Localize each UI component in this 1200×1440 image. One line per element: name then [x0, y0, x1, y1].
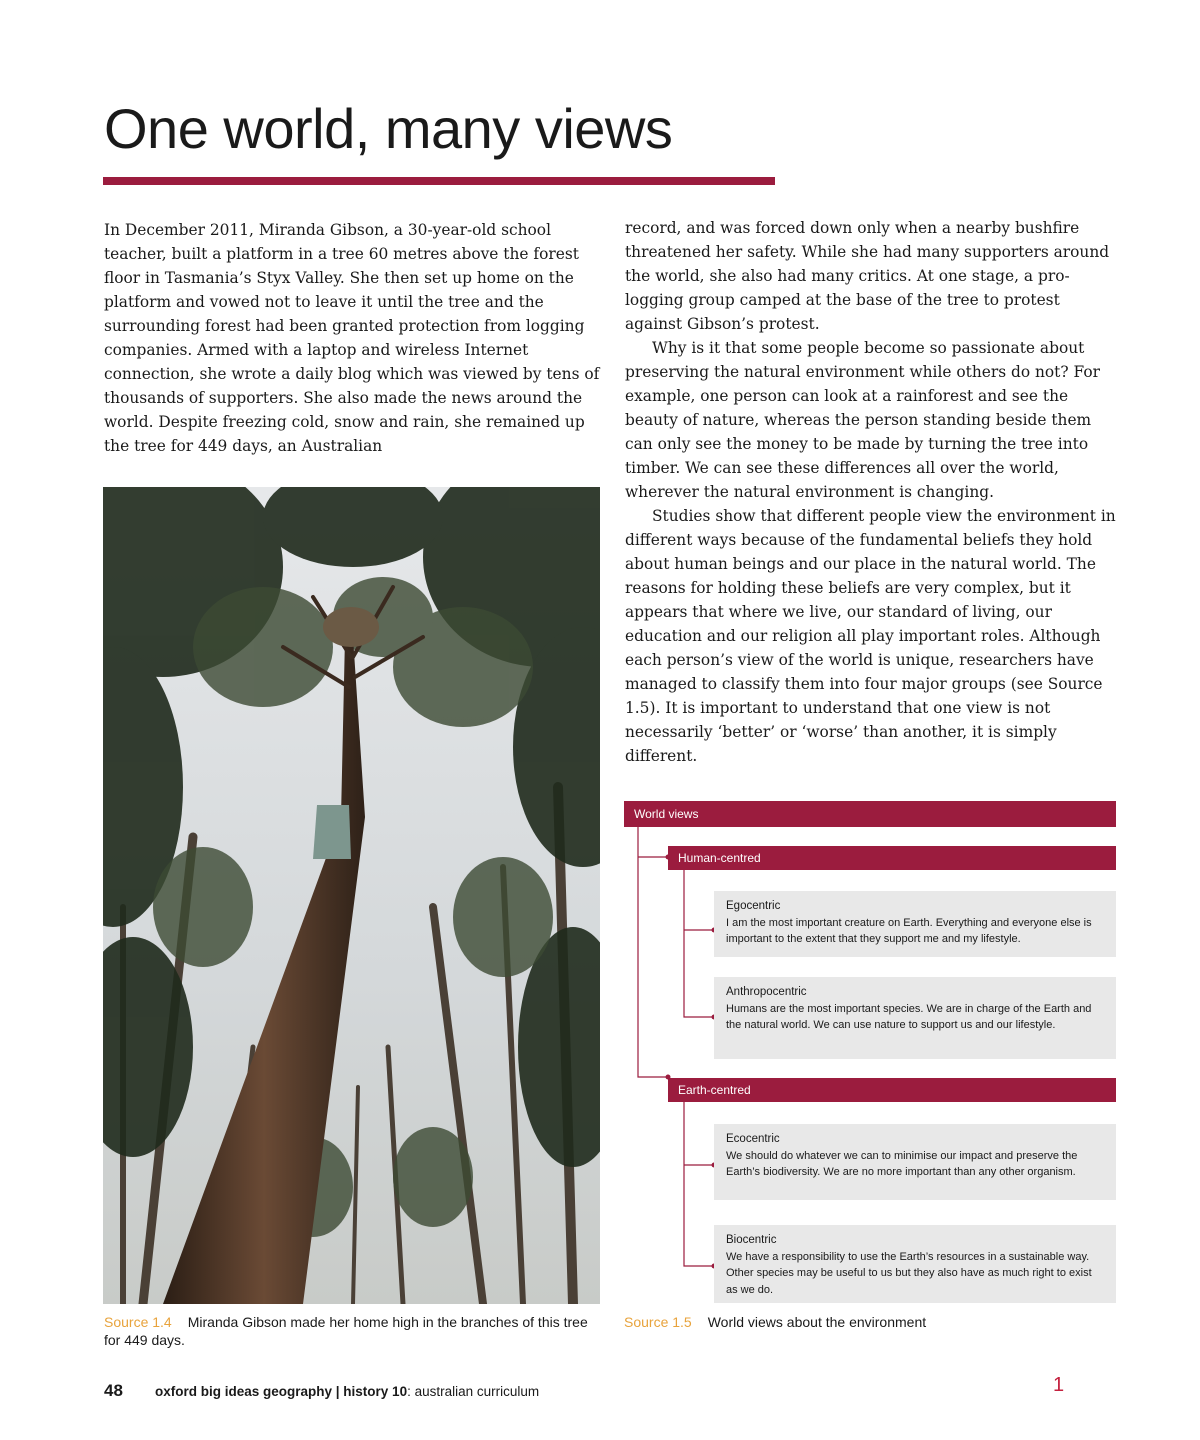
title-rule	[103, 177, 775, 185]
body-paragraph: In December 2011, Miranda Gibson, a 30-year-old school teacher, built a platform in a tree 60 metres above the forest floor in Tasmania’s Styx Valley. She then set up home on the platform and vowed not to leave it until the tree and the surrounding forest had been granted protection from logging companies. Armed with a laptop and wireless Internet connection, she wrote a daily blog which was viewed by tens of thousands of supporters. She also made the news around the world. Despite freezing cold, snow and rain, she remained up the tree for 449 days, an Australian	[104, 221, 600, 455]
photo-caption	[104, 1313, 594, 1349]
page-number: 48	[104, 1381, 123, 1400]
anthropocentric-box	[714, 977, 1116, 1059]
diagram-caption	[624, 1313, 1114, 1331]
egocentric-title: Egocentric	[726, 900, 781, 912]
body-paragraph: Why is it that some people become so passionate about preserving the natural environment while others do not? For example, one person can look at a rainforest and see the beauty of nature, whereas the person standing beside them can only see the money to be made by turning the tree into timber. We can see these differences all over the world, wherever the natural environment is changing.	[625, 339, 1100, 501]
egocentric-box	[714, 891, 1116, 957]
caption-text: Miranda Gibson made her home high in the branches of this tree for 449 days.	[104, 1314, 588, 1348]
tree-photo-illustration	[103, 487, 600, 1304]
tree-photo	[103, 487, 600, 1304]
biocentric-text: We have a responsibility to use the Earth’s resources in a sustainable way. Other species may be useful to us but they also have as much right to exist as we do.	[726, 1250, 1092, 1296]
ecocentric-box	[714, 1124, 1116, 1200]
body-column-right	[625, 216, 1121, 768]
chapter-number: 1	[1053, 1374, 1065, 1396]
book-title-rest: : australian curriculum	[407, 1384, 540, 1399]
biocentric-box	[714, 1225, 1116, 1303]
ecocentric-text: We should do whatever we can to minimise our impact and preserve the Earth’s biodiversity. We are no more important than any other organism.	[726, 1149, 1078, 1178]
egocentric-text: I am the most important creature on Earth. Everything and everyone else is important to the extent that they support me and my lifestyle.	[726, 916, 1092, 945]
caption-source-label: Source 1.4	[104, 1314, 172, 1330]
body-paragraph: Studies show that different people view the environment in different ways because of the fundamental beliefs they hold about human beings and our place in the natural world. The reasons for holding these beliefs are very complex, but it appears that where we live, our standard of living, our education and our religion all play important roles. Although each person’s view of the world is unique, researchers have managed to classify them into four major groups (see Source 1.5). It is important to understand that one view is not necessarily ‘better’ or ‘worse’ than another, it is simply different.	[625, 507, 1116, 765]
biocentric-title: Biocentric	[726, 1234, 777, 1246]
human-centred-bar: Human-centred	[668, 846, 1116, 870]
page-title: One world, many views	[104, 97, 673, 160]
diagram-root-bar: World views	[624, 801, 1116, 827]
book-title-bold: oxford big ideas geography | history 10	[155, 1384, 408, 1399]
ecocentric-title: Ecocentric	[726, 1133, 780, 1145]
caption-source-label: Source 1.5	[624, 1314, 692, 1330]
caption-text: World views about the environment	[707, 1314, 927, 1330]
book-title	[155, 1384, 539, 1399]
anthropocentric-title: Anthropocentric	[726, 986, 807, 998]
anthropocentric-text: Humans are the most important species. We are in charge of the Earth and the natural world. We can use nature to support us and our lifestyle.	[726, 1002, 1092, 1031]
earth-centred-bar: Earth-centred	[668, 1078, 1116, 1102]
body-paragraph: record, and was forced down only when a nearby bushfire threatened her safety. While she had many supporters around the world, she also had many critics. At one stage, a pro-logging group camped at the base of the tree to protest against Gibson’s protest.	[625, 219, 1110, 333]
body-column-left	[104, 218, 600, 458]
